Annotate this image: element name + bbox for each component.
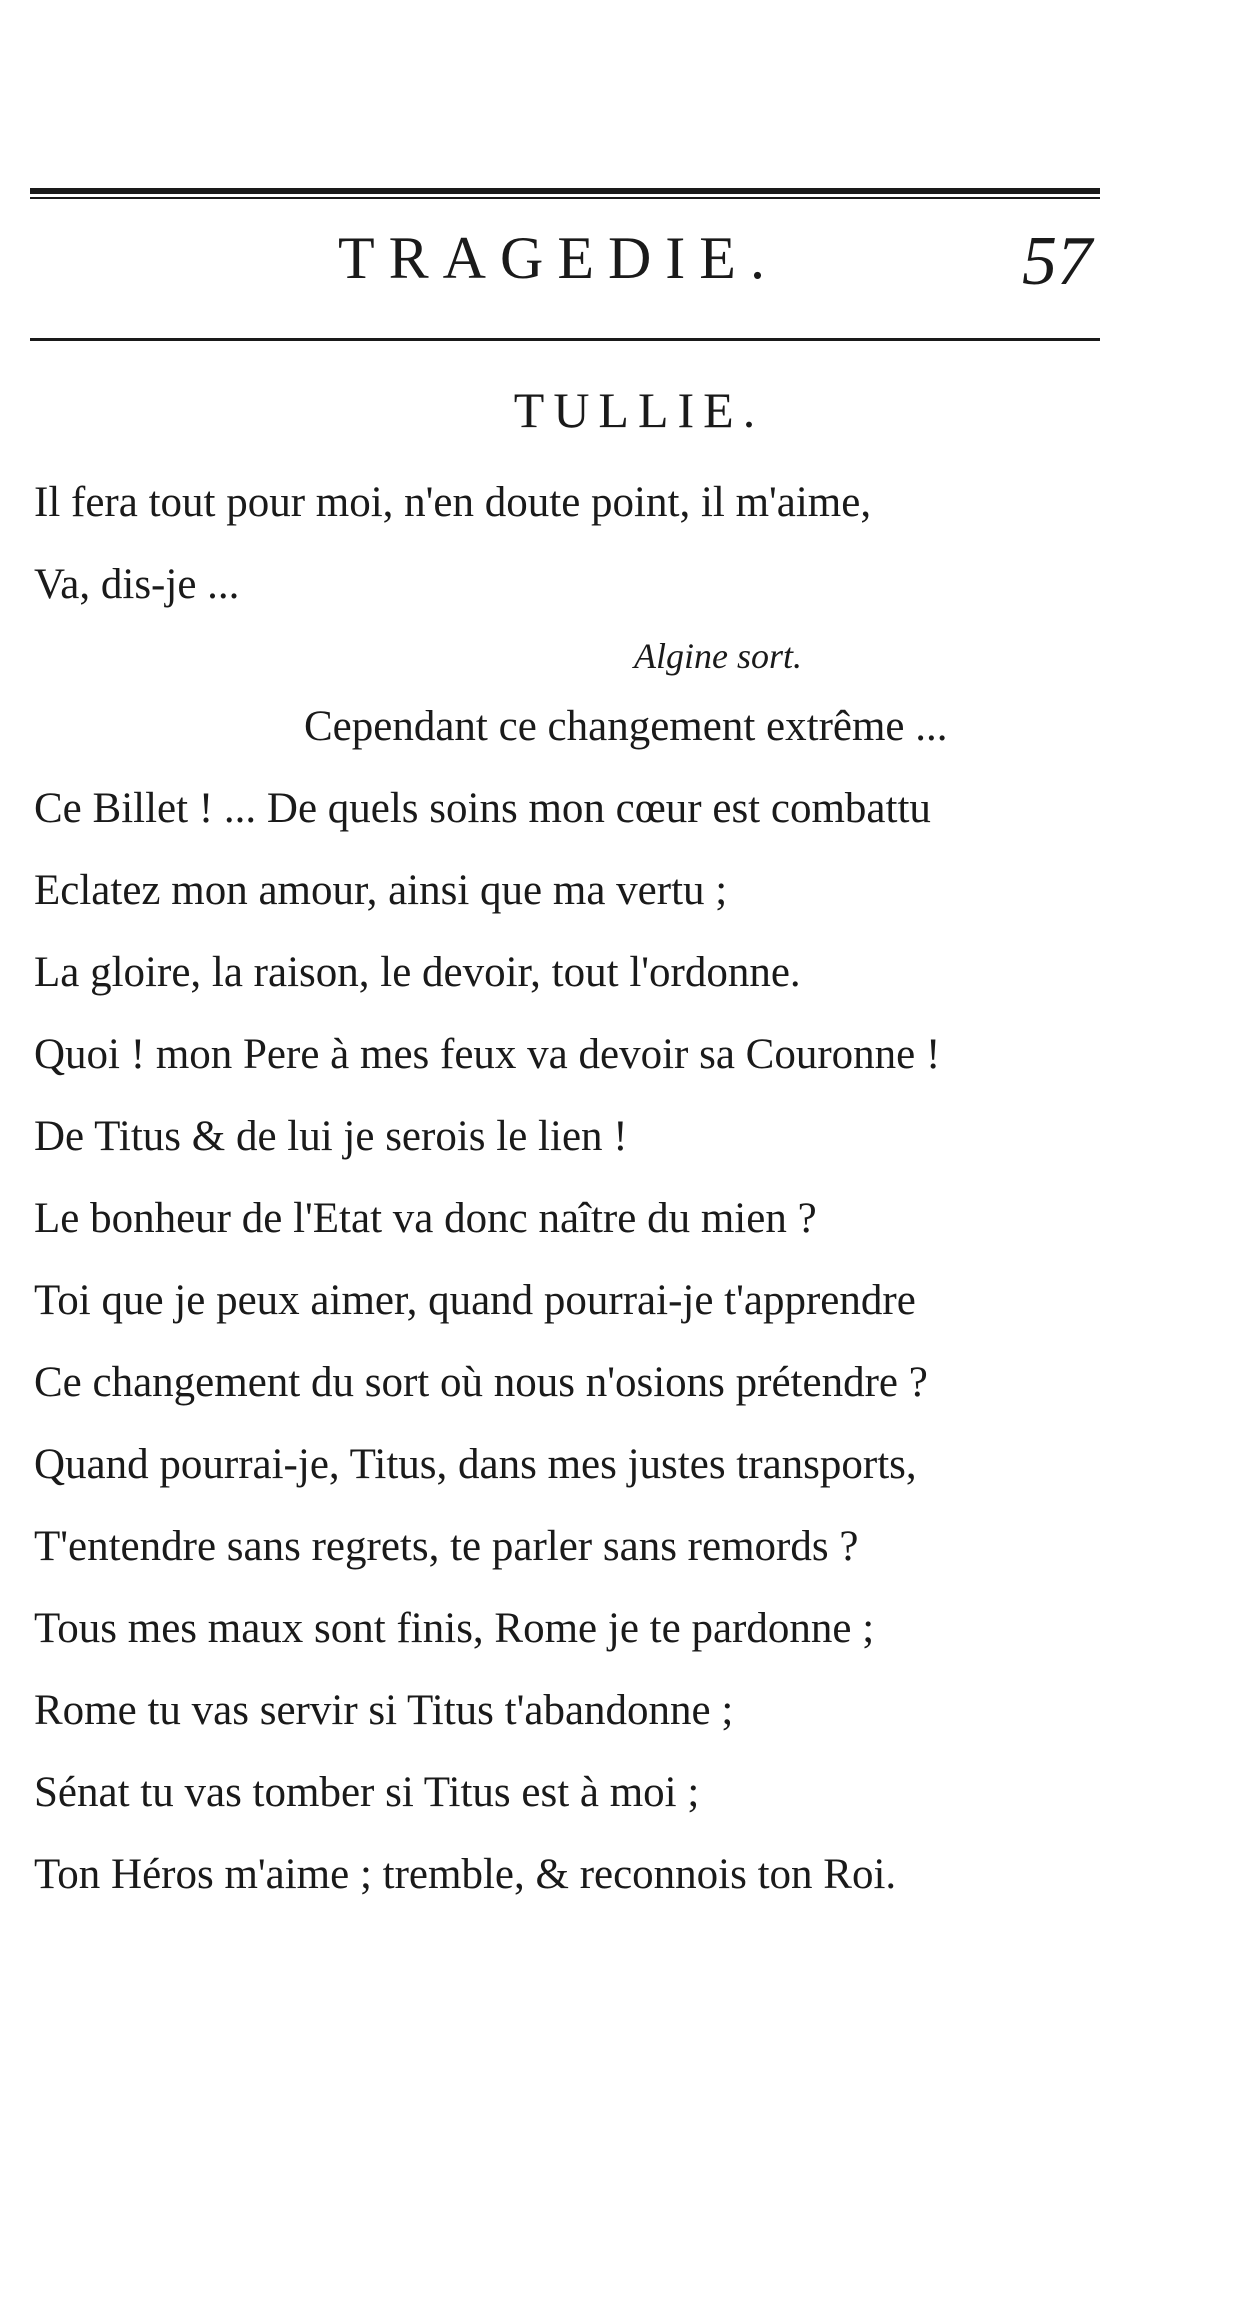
- verse-line: De Titus & de lui je serois le lien !: [34, 1113, 628, 1160]
- verse-line: La gloire, la raison, le devoir, tout l'ordonne.: [34, 949, 801, 996]
- verse-line: Rome tu vas servir si Titus t'abandonne ;: [34, 1687, 734, 1734]
- verse-line: Toi que je peux aimer, quand pourrai-je t'apprendre: [34, 1277, 916, 1324]
- speaker-name: TULLIE.: [513, 382, 765, 438]
- verse-line: Quoi ! mon Pere à mes feux va devoir sa Couronne !: [34, 1031, 941, 1078]
- verse-line: Il fera tout pour moi, n'en doute point, il m'aime,: [34, 479, 872, 526]
- running-title: TRAGEDIE.: [338, 225, 779, 291]
- stage-direction: Algine sort.: [634, 636, 802, 676]
- header-top-rule: [30, 188, 1100, 194]
- verse-line: Ton Héros m'aime ; tremble, & reconnois ton Roi.: [34, 1851, 897, 1898]
- verse-line: Cependant ce changement extrême ...: [304, 703, 948, 750]
- header-top-thin-rule: [30, 197, 1100, 199]
- verse-line: Sénat tu vas tomber si Titus est à moi ;: [34, 1769, 700, 1816]
- header-bottom-rule: [30, 338, 1100, 341]
- verse-line: Eclatez mon amour, ainsi que ma vertu ;: [34, 867, 728, 914]
- page-number: 57: [1022, 223, 1092, 300]
- verse-line: Ce Billet ! ... De quels soins mon cœur est combattu: [34, 785, 931, 832]
- verse-line: T'entendre sans regrets, te parler sans remords ?: [34, 1523, 859, 1570]
- running-head: [0, 218, 1238, 308]
- verse-line: Le bonheur de l'Etat va donc naître du mien ?: [34, 1195, 817, 1242]
- verse-line: Quand pourrai-je, Titus, dans mes justes transports,: [34, 1441, 917, 1488]
- verse-line: Va, dis-je ...: [34, 561, 240, 608]
- verse-line: Ce changement du sort où nous n'osions prétendre ?: [34, 1359, 928, 1406]
- verse-line: Tous mes maux sont finis, Rome je te pardonne ;: [34, 1605, 875, 1652]
- verse-block: [34, 462, 1114, 1916]
